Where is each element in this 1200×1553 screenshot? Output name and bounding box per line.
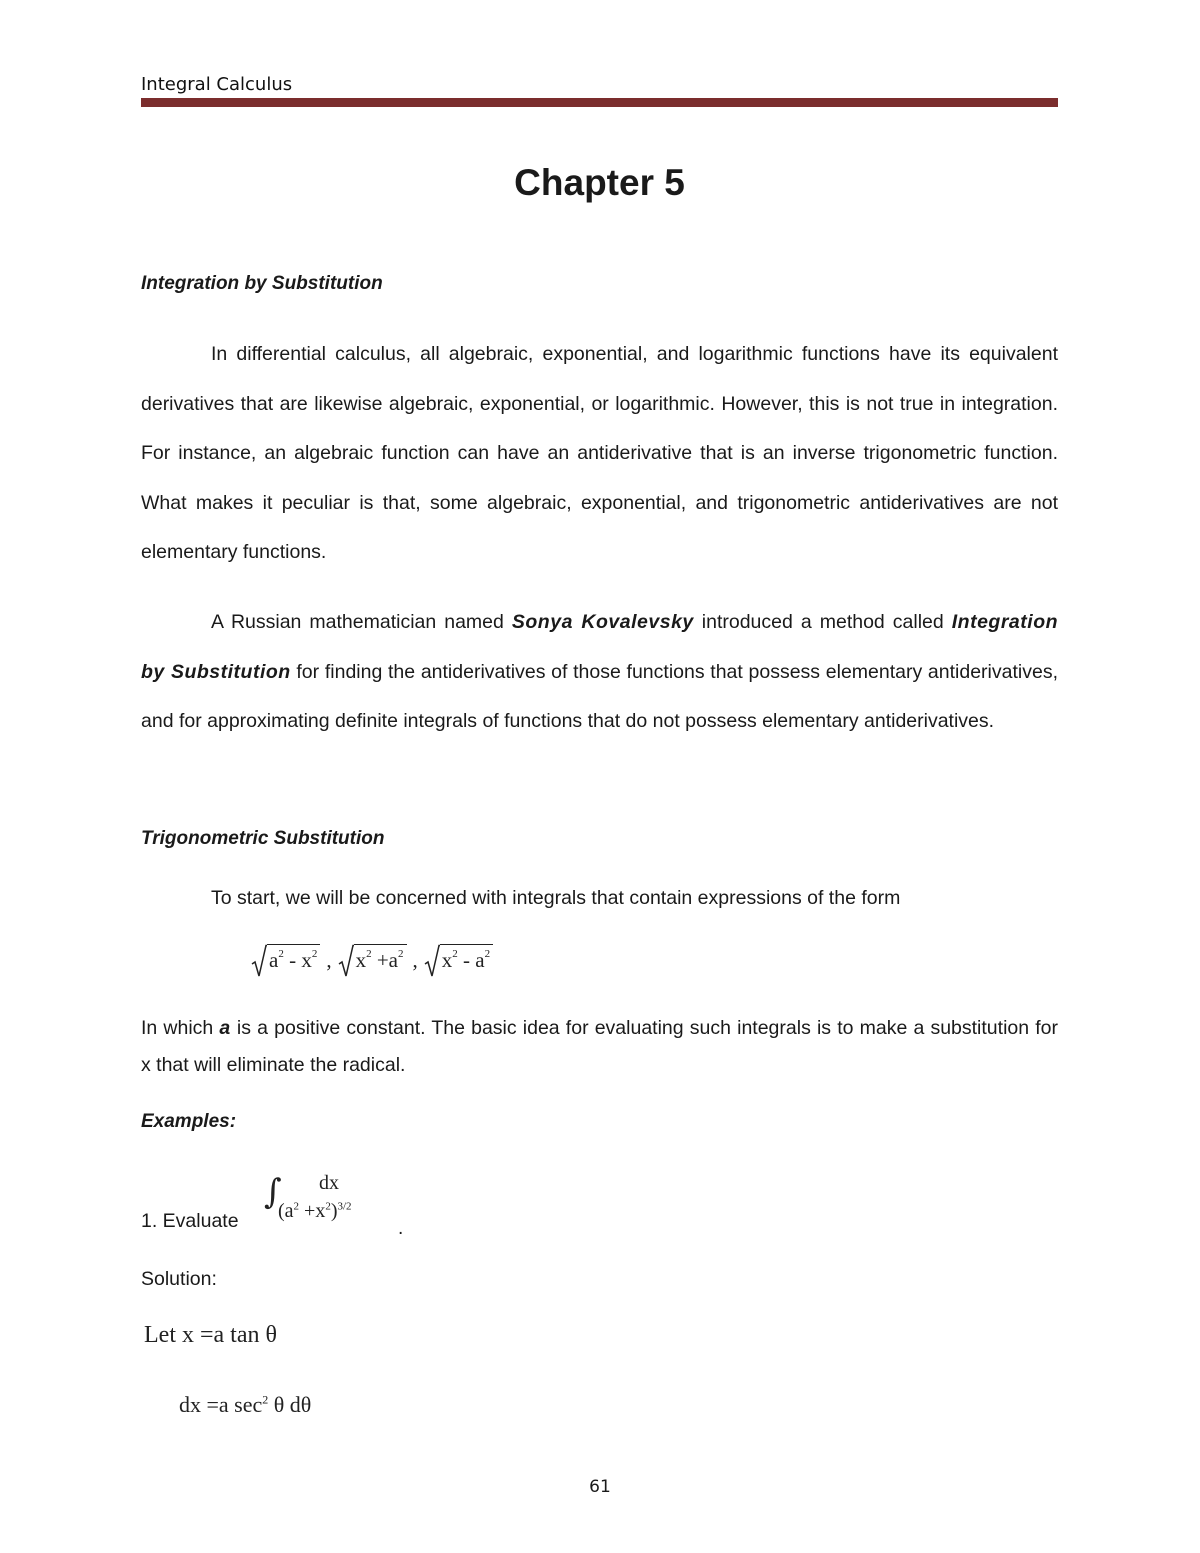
paragraph-kovalevsky: [141, 598, 1058, 747]
paragraph-text: for finding the antiderivatives of those functions that possess elementary antiderivatives, and for approximating definite integrals of functions that do not possess elementary antiderivatives.: [141, 660, 1058, 732]
method-name: Integration by Substitution: [141, 611, 1059, 683]
exponent: 2: [452, 948, 458, 960]
equation-part: θ dθ: [268, 1392, 312, 1417]
radical-expressions: [251, 944, 493, 980]
radical-term: x: [355, 948, 367, 972]
variable-a: a: [219, 1017, 231, 1039]
denominator-part: ): [330, 1200, 338, 1222]
radical-operator: -: [283, 948, 302, 972]
exponent: 2: [278, 948, 284, 960]
paragraph-differential-calculus: In differential calculus, all algebraic, exponential, and logarithmic functions have its equivalent derivatives that are likewise algebraic, exponential, or logarithmic. However, this is not true in integration. For instance, an algebraic function can have an antiderivative that is an inverse trigonometric function. What makes it peculiar is that, some algebraic, exponential, and trigonometric antiderivatives are not elementary functions.: [141, 343, 1058, 563]
paragraph-text: In which: [141, 1017, 220, 1039]
radical-sign-icon: [251, 944, 267, 978]
running-header-title: Integral Calculus: [141, 74, 293, 95]
radical-sign-icon: [338, 944, 354, 978]
section-heading-trigonometric-substitution: Trigonometric Substitution: [141, 828, 385, 849]
paragraph-text: A Russian mathematician named: [211, 611, 512, 633]
radical-expression-1: [251, 944, 320, 973]
page-number: 61: [589, 1477, 611, 1497]
integral-numerator: dx: [319, 1172, 339, 1194]
equation-part: dx =a sec: [179, 1392, 263, 1417]
integral-sign: ∫: [264, 1172, 282, 1212]
radical-term: a: [475, 948, 485, 972]
paragraph-positive-constant: [141, 1010, 1058, 1083]
paragraph-text: is a positive constant. The basic idea for evaluating such integrals is to make a substitution for x that will eliminate the radical.: [141, 1017, 1058, 1076]
radical-term: x: [441, 948, 453, 972]
mathematician-name: Sonya Kovalevsky: [511, 611, 694, 633]
radical-separator: ,: [326, 948, 332, 972]
exponent: 2: [311, 948, 318, 960]
paragraph-text: introduced a method called: [693, 611, 952, 633]
denominator-part: +x: [299, 1200, 326, 1222]
radical-sign-icon: [424, 944, 440, 978]
example-1-label: 1. Evaluate: [141, 1210, 239, 1232]
radical-expression-3: [424, 944, 493, 973]
exponent: 2: [262, 1392, 269, 1407]
radical-expression-2: [338, 944, 407, 973]
exponent: 2: [398, 948, 404, 960]
radical-term: a: [269, 948, 279, 972]
exponent: 3/2: [337, 1200, 352, 1213]
differential-equation: [179, 1392, 311, 1418]
radical-separator: ,: [412, 948, 418, 972]
radical-operator: -: [457, 948, 476, 972]
exponent: 2: [293, 1200, 300, 1213]
substitution-equation: Let x =a tan θ: [144, 1322, 277, 1348]
radical-term: x: [301, 948, 312, 972]
radical-term: a: [388, 948, 398, 972]
exponent: 2: [484, 948, 491, 960]
paragraph-intro-radicals: To start, we will be concerned with integrals that contain expressions of the form: [211, 887, 901, 909]
exponent: 2: [366, 948, 372, 960]
radical-operator: +: [371, 948, 389, 972]
chapter-title: Chapter 5: [514, 162, 685, 203]
examples-heading: Examples:: [141, 1111, 237, 1132]
exponent: 2: [325, 1200, 331, 1213]
section-heading-integration-by-substitution: Integration by Substitution: [141, 273, 383, 294]
solution-label: Solution:: [141, 1268, 217, 1290]
header-rule: [141, 98, 1058, 107]
integral-denominator: [278, 1200, 352, 1223]
integral-expression: [264, 1172, 394, 1232]
denominator-part: (a: [278, 1200, 294, 1222]
trailing-period: .: [398, 1218, 404, 1239]
